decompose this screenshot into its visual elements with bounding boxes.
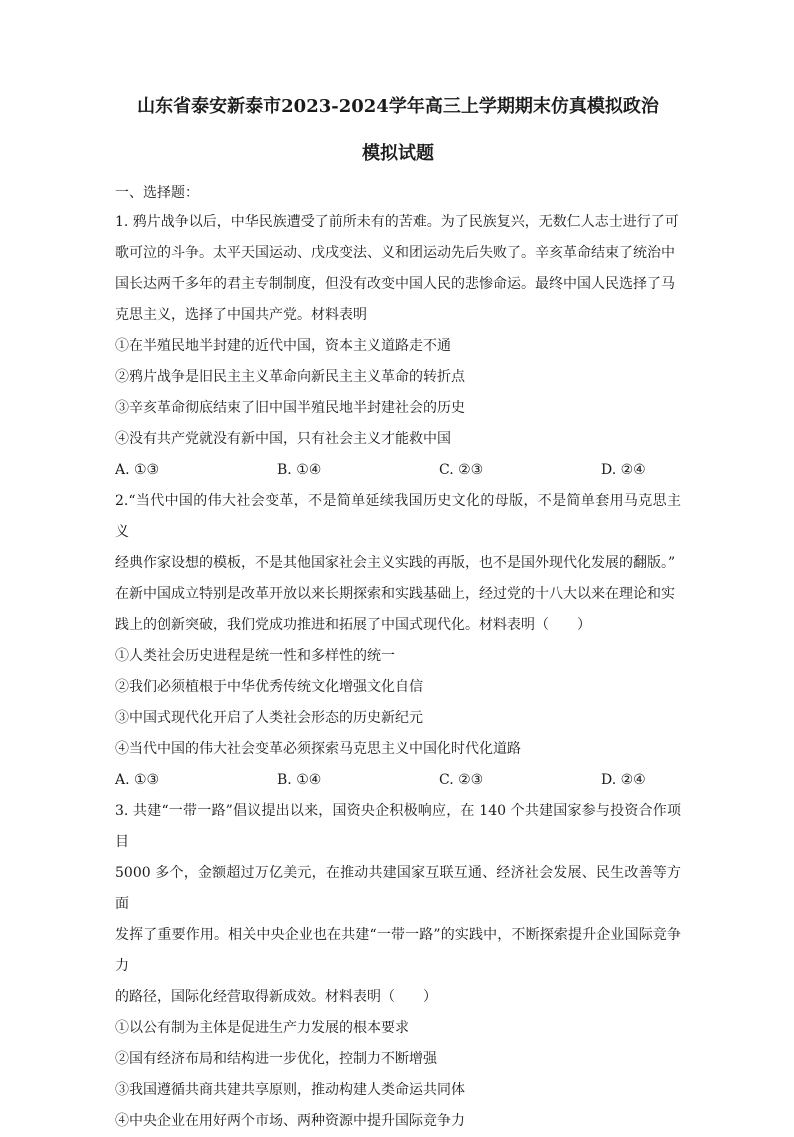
statement-option: ③中国式现代化开启了人类社会形态的历史新纪元 <box>115 710 423 726</box>
question-stem-line: 国长达两千多年的君主专制制度，但没有改变中国人民的悲惨命运。最终中国人民选择了马 <box>115 276 675 292</box>
choice-b: B. ①④ <box>277 772 322 788</box>
statement-option: ④没有共产党就没有新中国，只有社会主义才能救中国 <box>115 431 451 447</box>
answer-choices <box>115 765 681 796</box>
statement-option: ②我们必须植根于中华优秀传统文化增强文化自信 <box>115 679 423 695</box>
statement-option: ②鸦片战争是旧民主主义革命向新民主主义革命的转折点 <box>115 369 465 385</box>
statement-option: ④中央企业在用好两个市场、两种资源中提升国际竞争力 <box>115 1113 465 1129</box>
choice-d: D. ②④ <box>601 772 646 788</box>
section-heading: 一、选择题： <box>115 185 199 201</box>
document-title-line2: 模拟试题 <box>362 143 434 164</box>
question-stem-line: 践上的创新突破，我们党成功推进和拓展了中国式现代化。材料表明（ ） <box>115 617 591 633</box>
question-stem-line: 1. 鸦片战争以后，中华民族遭受了前所未有的苦难。为了民族复兴，无数仁人志士进行了可 <box>115 214 679 230</box>
question-1 <box>115 207 681 486</box>
choice-b: B. ①④ <box>277 462 322 478</box>
question-3 <box>115 796 681 1137</box>
statement-option: ③我国遵循共商共建共享原则，推动构建人类命运共同体 <box>115 1082 465 1098</box>
question-stem-line: 克思主义，选择了中国共产党。材料表明 <box>115 307 367 323</box>
choice-a: A. ①③ <box>115 462 160 478</box>
choice-a: A. ①③ <box>115 772 160 788</box>
statement-option: ④当代中国的伟大社会变革必须探索马克思主义中国化时代化道路 <box>115 741 521 757</box>
question-stem-line: 的路径，国际化经营取得新成效。材料表明（ ） <box>115 989 437 1005</box>
question-stem-line: 经典作家设想的模板，不是其他国家社会主义实践的再版，也不是国外现代化发展的翻版。” <box>115 555 676 571</box>
statement-option: ①在半殖民地半封建的近代中国，资本主义道路走不通 <box>115 338 451 354</box>
choice-c: C. ②③ <box>439 772 484 788</box>
statement-option: ①以公有制为主体是促进生产力发展的根本要求 <box>115 1020 409 1036</box>
answer-choices <box>115 455 681 486</box>
choice-d: D. ②④ <box>601 462 646 478</box>
question-stem-line: 发挥了重要作用。相关中央企业也在共建“一带一路”的实践中，不断探索提升企业国际竞争力 <box>115 927 681 974</box>
question-2 <box>115 486 681 796</box>
question-stem-line: 3. 共建“一带一路”倡议提出以来，国资央企积极响应，在 140 个共建国家参与投资合作项目 <box>115 803 681 850</box>
document-page <box>115 96 681 1137</box>
choice-c: C. ②③ <box>439 462 484 478</box>
statement-option: ①人类社会历史进程是统一性和多样性的统一 <box>115 648 395 664</box>
document-title-line1: 山东省泰安新泰市2023-2024学年高三上学期期末仿真模拟政治 <box>137 96 659 117</box>
statement-option: ②国有经济布局和结构进一步优化，控制力不断增强 <box>115 1051 437 1067</box>
statement-option: ③辛亥革命彻底结束了旧中国半殖民地半封建社会的历史 <box>115 400 465 416</box>
question-stem-line: 5000 多个，金额超过万亿美元，在推动共建国家互联互通、经济社会发展、民生改善等方面 <box>115 865 681 912</box>
question-stem-line: 在新中国成立特别是改革开放以来长期探索和实践基础上，经过党的十八大以来在理论和实 <box>115 586 675 602</box>
question-stem-line: 歌可泣的斗争。太平天国运动、戊戌变法、义和团运动先后失败了。辛亥革命结束了统治中 <box>115 245 675 261</box>
question-stem-line: 2.“当代中国的伟大社会变革，不是简单延续我国历史文化的母版，不是简单套用马克思主义 <box>115 493 681 540</box>
